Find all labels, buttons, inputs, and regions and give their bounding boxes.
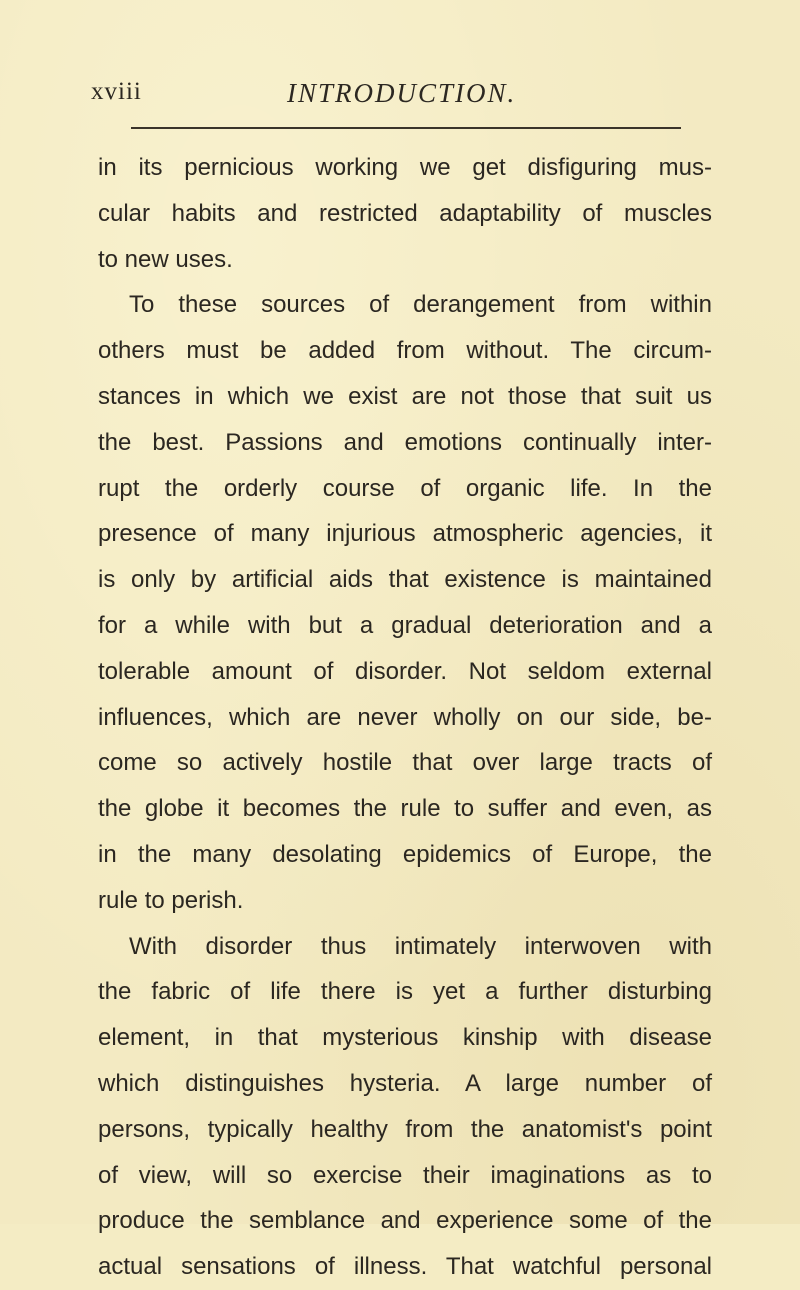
header-rule (131, 127, 681, 129)
text-line: in its pernicious working we get disfiguring mus- (98, 154, 712, 181)
text-line: stances in which we exist are not those that suit us (98, 382, 712, 410)
running-title: INTRODUCTION. (287, 78, 517, 108)
text-line: the best. Passions and emotions continually inter- (98, 428, 712, 456)
text-line: rule to perish. (98, 886, 244, 914)
text-line: element, in that mysterious kinship with disease (98, 1024, 712, 1052)
text-line: is only by artificial aids that existence is maintained (98, 566, 712, 594)
text-line: others must be added from without. The circum- (98, 337, 712, 365)
running-head (91, 78, 711, 114)
text-line: influences, which are never wholly on our side, be- (98, 703, 712, 731)
text-line: to new uses. (98, 245, 233, 273)
text-line: To these sources of derangement from within (129, 291, 712, 319)
text-line: the fabric of life there is yet a further disturbing (98, 978, 712, 1006)
body-text (98, 145, 712, 1290)
text-line: actual sensations of illness. That watchful personal (98, 1253, 712, 1281)
text-line: With disorder thus intimately interwoven with (129, 932, 712, 960)
text-line: which distinguishes hysteria. A large number of (98, 1069, 712, 1097)
text-line: come so actively hostile that over large tracts of (98, 749, 712, 777)
text-line: persons, typically healthy from the anatomist's point (98, 1115, 712, 1143)
text-line: presence of many injurious atmospheric agencies, it (98, 520, 712, 548)
text-line: of view, will so exercise their imaginations as to (98, 1161, 712, 1189)
text-line: for a while with but a gradual deterioration and a (98, 611, 712, 639)
text-line: the globe it becomes the rule to suffer and even, as (98, 795, 712, 823)
text-line: cular habits and restricted adaptability of muscles (98, 199, 712, 227)
text-line: rupt the orderly course of organic life. In the (98, 474, 712, 502)
text-line: in the many desolating epidemics of Europe, the (98, 840, 712, 868)
text-line: tolerable amount of disorder. Not seldom external (98, 657, 712, 685)
page-number: xviii (91, 78, 142, 105)
text-line: produce the semblance and experience some of the (98, 1207, 712, 1235)
